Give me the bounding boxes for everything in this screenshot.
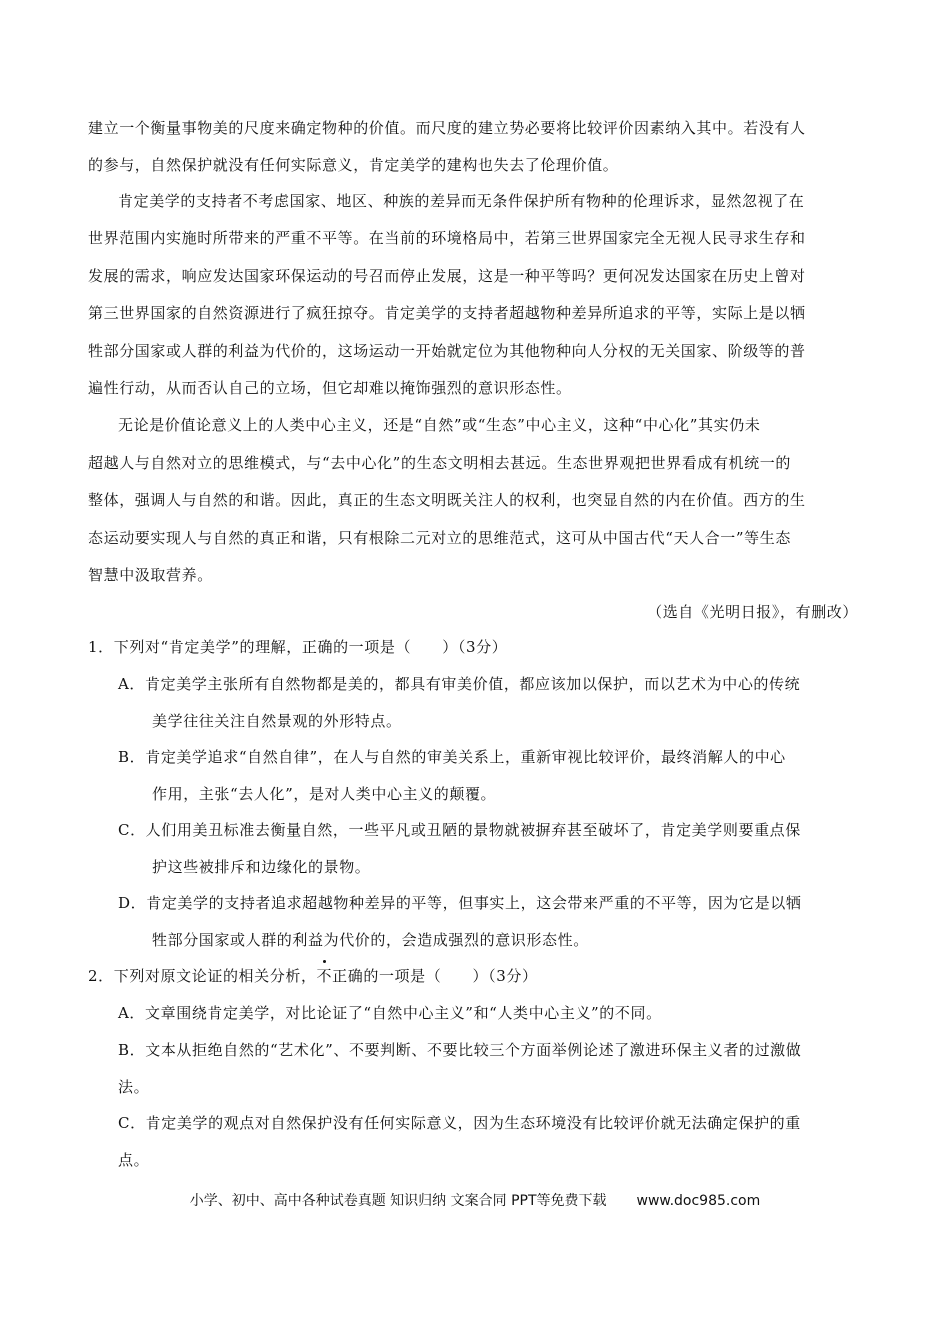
question-1-stem: 1．下列对“肯定美学”的理解，正确的一项是（ ）（3分） <box>88 638 508 656</box>
footer-url[interactable]: www.doc985.com <box>636 1193 761 1209</box>
question-1-option-b: B．肯定美学追求“自然自律”，在人与自然的审美关系上，重新审视比较评价，最终消解人的中心 <box>118 748 786 766</box>
question-2-stem-after: 正确的一项是（ ）（3分） <box>332 967 538 985</box>
passage-line: 世界范围内实施时所带来的严重不平等。在当前的环境格局中，若第三世界国家完全无视人民寻求生存和 <box>88 229 806 247</box>
question-1-option-c: C．人们用美丑标准去衡量自然，一些平凡或丑陋的景物就被摒弃甚至破坏了，肯定美学则要重点保 <box>118 821 801 839</box>
emphasis-mark: 不 <box>316 967 333 985</box>
passage-line: 智慧中汲取营养。 <box>88 566 213 584</box>
passage-line: 无论是价值论意义上的人类中心主义，还是“自然”或“生态”中心主义，这种“中心化”其实仍未 <box>118 416 761 434</box>
question-2-option-b-cont: 法。 <box>118 1078 150 1096</box>
page-footer <box>0 1190 950 1210</box>
passage-line: 整体，强调人与自然的和谐。因此，真正的生态文明既关注人的权利，也突显自然的内在价值。西方的生 <box>88 491 806 509</box>
question-2-option-c-cont: 点。 <box>118 1151 150 1169</box>
passage-source: （选自《光明日报》，有删改） <box>647 603 858 621</box>
passage-line: 牲部分国家或人群的利益为代价的，这场运动一开始就定位为其他物种向人分权的无关国家、阶级等的普 <box>88 342 806 360</box>
question-1-option-a: A．肯定美学主张所有自然物都是美的，都具有审美价值，都应该加以保护，而以艺术为中心的传统 <box>118 675 801 693</box>
passage-line: 态运动要实现人与自然的真正和谐，只有根除二元对立的思维范式，这可从中国古代“天人合一”等生态 <box>88 529 791 547</box>
footer-text: 小学、初中、高中各种试卷真题 知识归纳 文案合同 PPT等免费下载 <box>189 1193 607 1209</box>
question-2-stem-before: 2．下列对原文论证的相关分析， <box>88 967 317 985</box>
passage-line: 建立一个衡量事物美的尺度来确定物种的价值。而尺度的建立势必要将比较评价因素纳入其中。若没有人 <box>88 119 806 137</box>
question-2-option-a: A．文章围绕肯定美学，对比论证了“自然中心主义”和“人类中心主义”的不同。 <box>118 1004 662 1022</box>
question-2-option-b: B．文本从拒绝自然的“艺术化”、不要判断、不要比较三个方面举例论述了激进环保主义者的过激做 <box>118 1041 802 1059</box>
question-1-option-d-cont: 牲部分国家或人群的利益为代价的，会造成强烈的意识形态性。 <box>152 931 589 949</box>
passage-line: 的参与，自然保护就没有任何实际意义，肯定美学的建构也失去了伦理价值。 <box>88 156 619 174</box>
passage-line: 超越人与自然对立的思维模式，与“去中心化”的生态文明相去甚远。生态世界观把世界看成有机统一的 <box>88 454 791 472</box>
passage-line: 遍性行动，从而否认自己的立场，但它却难以掩饰强烈的意识形态性。 <box>88 379 572 397</box>
passage-line: 第三世界国家的自然资源进行了疯狂掠夺。肯定美学的支持者超越物种差异所追求的平等，实际上是以牺 <box>88 304 806 322</box>
question-1-option-b-cont: 作用，主张“去人化”，是对人类中心主义的颠覆。 <box>152 785 497 803</box>
passage-line: 发展的需求，响应发达国家环保运动的号召而停止发展，这是一种平等吗？更何况发达国家在历史上曾对 <box>88 267 806 285</box>
question-2-option-c: C．肯定美学的观点对自然保护没有任何实际意义，因为生态环境没有比较评价就无法确定保护的重 <box>118 1114 801 1132</box>
question-1-option-a-cont: 美学往往关注自然景观的外形特点。 <box>152 712 402 730</box>
passage-line: 肯定美学的支持者不考虑国家、地区、种族的差异而无条件保护所有物种的伦理诉求，显然忽视了在 <box>118 192 805 210</box>
question-2-stem <box>88 966 538 986</box>
question-1-option-c-cont: 护这些被排斥和边缘化的景物。 <box>152 858 371 876</box>
question-1-option-d: D．肯定美学的支持者追求超越物种差异的平等，但事实上，这会带来严重的不平等，因为它是以牺 <box>118 894 802 912</box>
